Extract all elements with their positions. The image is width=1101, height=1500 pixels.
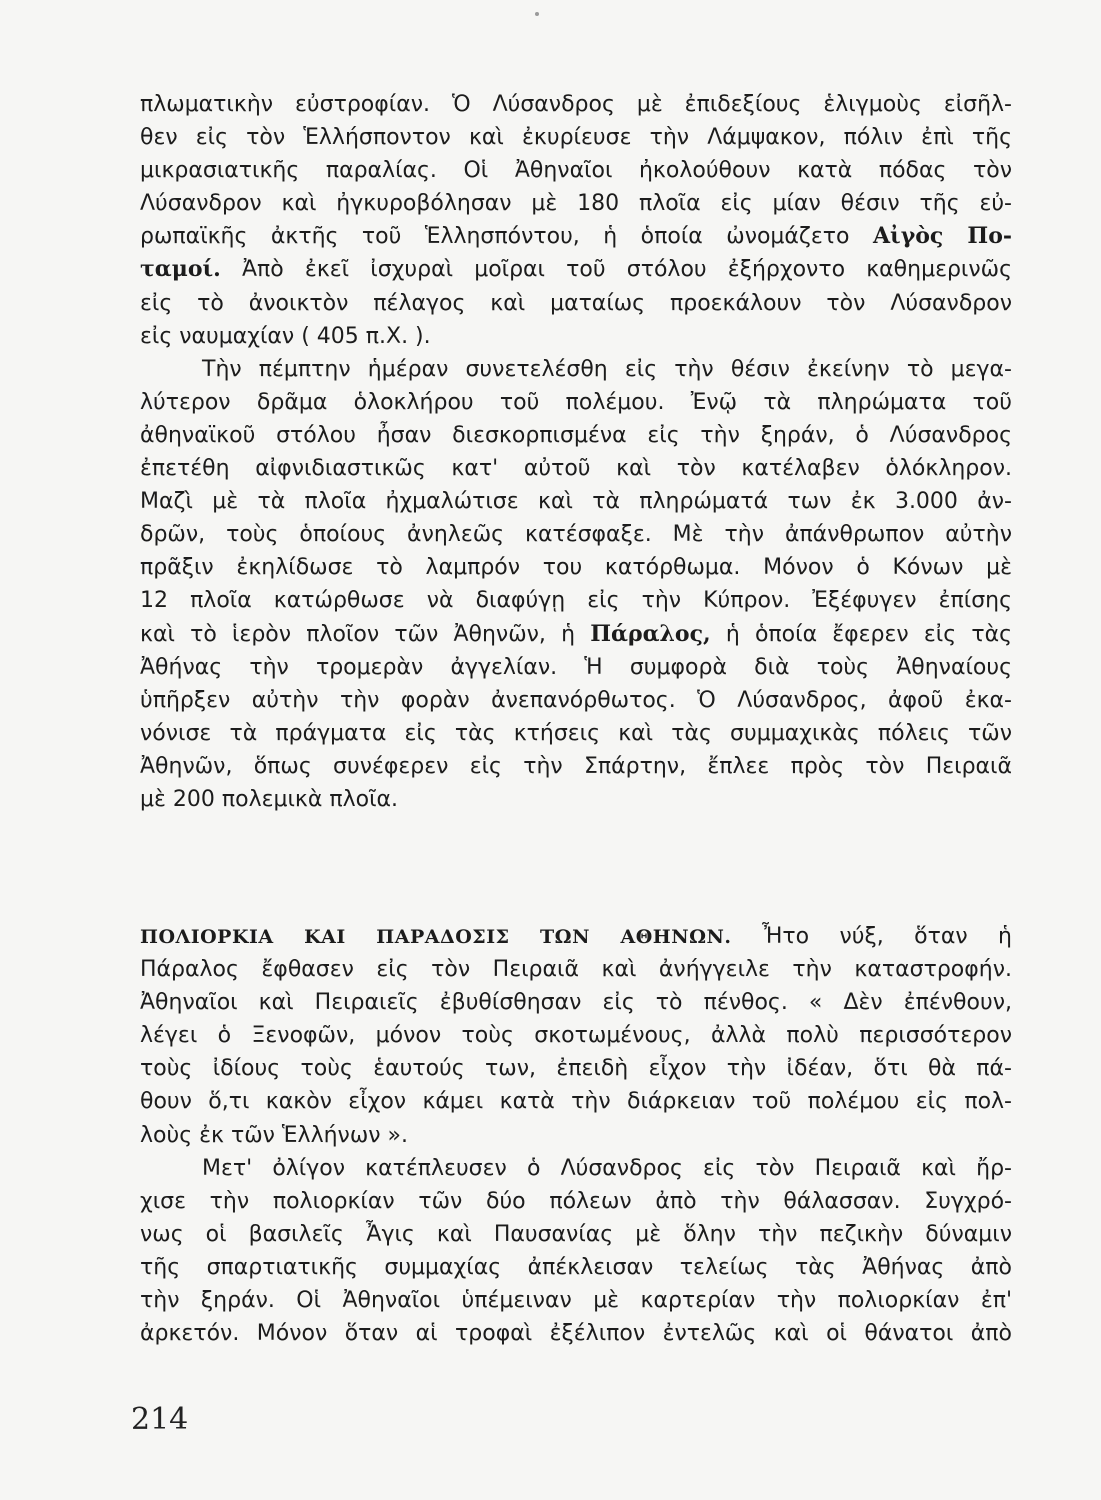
text-line: νως οἱ βασιλεῖς Ἆγις καὶ Παυσανίας μὲ ὅλην τὴν πεζικὴν δύναμιν <box>140 1221 1012 1247</box>
text-line: θουν ὅ,τι κακὸν εἶχον κάμει κατὰ τὴν διάρκειαν τοῦ πολέμου εἰς πολ- <box>140 1089 1012 1115</box>
text-run: Ἦτο νύξ, ὅταν ἡ <box>761 924 1012 949</box>
text-line <box>140 220 1012 253</box>
text-line: ἀθηναϊκοῦ στόλου ἦσαν διεσκορπισμένα εἰς τὴν ξηράν, ὁ Λύσανδρος <box>140 422 1012 448</box>
text-line: Λύσανδρον καὶ ἠγκυροβόλησαν μὲ 180 πλοῖα εἰς μίαν θέσιν τῆς εὐ- <box>140 191 1012 217</box>
text-line: 12 πλοῖα κατώρθωσε νὰ διαφύγῃ εἰς τὴν Κύπρον. Ἐξέφυγεν ἐπίσης <box>140 588 1012 614</box>
text-line: ἐπετέθη αἰφνιδιαστικῶς κατ' αὐτοῦ καὶ τὸν κατέλαβεν ὁλόκληρον. <box>140 456 1012 482</box>
text-line: Μαζὶ μὲ τὰ πλοῖα ἠχμαλώτισε καὶ τὰ πληρώματά των ἐκ 3.000 ἀν- <box>140 489 1012 515</box>
text-run: ἡ ὁποία ἔφερεν εἰς τὰς <box>725 621 1012 647</box>
text-line: μικρασιατικῆς παραλίας. Οἱ Ἀθηναῖοι ἠκολούθουν κατὰ πόδας τὸν <box>140 158 1012 184</box>
text-line: Ἀθηναῖοι καὶ Πειραιεῖς ἐβυθίσθησαν εἰς τὸ πένθος. « Δὲν ἐπένθουν, <box>140 990 1012 1016</box>
text-line: δρῶν, τοὺς ὁποίους ἀνηλεῶς κατέσφαξε. Μὲ τὴν ἀπάνθρωπον αὐτὴν <box>140 522 1012 548</box>
text-line: Ἀθηνῶν, ὅπως συνέφερεν εἰς τὴν Σπάρτην, ἔπλεε πρὸς τὸν Πειραιᾶ <box>140 753 1012 779</box>
text-line: Τὴν πέμπτην ἡμέραν συνετελέσθη εἰς τὴν θέσιν ἐκείνην τὸ μεγα- <box>202 356 1012 382</box>
text-line: εἰς τὸ ἀνοικτὸν πέλαγος καὶ ματαίως προεκάλουν τὸν Λύσανδρον <box>140 290 1012 316</box>
place-name-aigos-potamoi: Αἰγὸς Πο- <box>872 223 1013 250</box>
text-line: λέγει ὁ Ξενοφῶν, μόνον τοὺς σκοτωμένους, ἀλλὰ πολὺ περισσότερον <box>140 1023 1012 1049</box>
page-speck <box>535 12 539 16</box>
place-name-continuation: ταμοί. <box>140 256 221 283</box>
text-line: νόνισε τὰ πράγματα εἰς τὰς κτήσεις καὶ τὰς συμμαχικὰς πόλεις τῶν <box>140 720 1012 746</box>
text-line: ἀρκετόν. Μόνον ὅταν αἱ τροφαὶ ἐξέλιπον ἐντελῶς καὶ οἱ θάνατοι ἀπὸ <box>140 1321 1012 1347</box>
text-line: τῆς σπαρτιατικῆς συμμαχίας ἀπέκλεισαν τελείως τὰς Ἀθήνας ἀπὸ <box>140 1254 1012 1280</box>
text-line: μὲ 200 πολεμικὰ πλοῖα. <box>140 786 399 812</box>
text-line: χισε τὴν πολιορκίαν τῶν δύο πόλεων ἀπὸ τὴν θάλασσαν. Συγχρό- <box>140 1188 1012 1214</box>
text-line <box>140 920 1012 953</box>
section-1-text <box>140 88 1012 816</box>
page-number: 214 <box>131 1402 189 1437</box>
text-line: πλωματικὴν εὐστροφίαν. Ὁ Λύσανδρος μὲ ἐπιδεξίους ἑλιγμοὺς εἰσῆλ- <box>140 92 1012 117</box>
text-line: λοὺς ἐκ τῶν Ἑλλήνων ». <box>140 1122 408 1148</box>
text-line: λύτερον δρᾶμα ὁλοκλήρου τοῦ πολέμου. Ἐνῷ τὰ πληρώματα τοῦ <box>140 389 1012 415</box>
text-line: Μετ' ὀλίγον κατέπλευσεν ὁ Λύσανδρος εἰς τὸν Πειραιᾶ καὶ ἤρ- <box>202 1155 1012 1181</box>
ship-name-paralos: Πάραλος, <box>590 620 711 647</box>
text-line: πρᾶξιν ἐκηλίδωσε τὸ λαμπρόν του κατόρθωμα. Μόνον ὁ Κόνων μὲ <box>140 555 1012 581</box>
text-line <box>140 253 1012 286</box>
text-line: τοὺς ἰδίους τοὺς ἑαυτούς των, ἐπειδὴ εἶχον τὴν ἰδέαν, ὅτι θὰ πά- <box>140 1056 1012 1082</box>
section-heading: ΠΟΛΙΟΡΚΙΑ ΚΑΙ ΠΑΡΑΔΟΣΙΣ ΤΩΝ ΑΘΗΝΩΝ. <box>140 926 732 948</box>
text-line <box>140 618 1012 651</box>
text-line: Ἀθήνας τὴν τρομερὰν ἀγγελίαν. Ἡ συμφορὰ διὰ τοὺς Ἀθηναίους <box>140 654 1012 680</box>
text-run: καὶ τὸ ἱερὸν πλοῖον τῶν Ἀθηνῶν, ἡ <box>140 621 576 647</box>
section-2-text <box>140 920 1012 1350</box>
text-line: θεν εἰς τὸν Ἑλλήσποντον καὶ ἐκυρίευσε τὴν Λάμψακον, πόλιν ἐπὶ τῆς <box>140 125 1012 151</box>
text-line: ὑπῆρξεν αὐτὴν τὴν φορὰν ἀνεπανόρθωτος. Ὁ Λύσανδρος, ἀφοῦ ἐκα- <box>140 687 1012 713</box>
text-run: ρωπαϊκῆς ἀκτῆς τοῦ Ἑλλησπόντου, ἡ ὁποία ὠνομάζετο <box>140 224 850 250</box>
text-run: Ἀπὸ ἐκεῖ ἰσχυραὶ μοῖραι τοῦ στόλου ἐξήρχοντο καθημερινῶς <box>242 257 1012 283</box>
text-line: εἰς ναυμαχίαν ( 405 π.Χ. ). <box>140 323 431 349</box>
text-line: Πάραλος ἔφθασεν εἰς τὸν Πειραιᾶ καὶ ἀνήγγειλε τὴν καταστροφήν. <box>140 957 1012 983</box>
text-line: τὴν ξηράν. Οἱ Ἀθηναῖοι ὑπέμειναν μὲ καρτερίαν τὴν πολιορκίαν ἐπ' <box>140 1288 1012 1314</box>
